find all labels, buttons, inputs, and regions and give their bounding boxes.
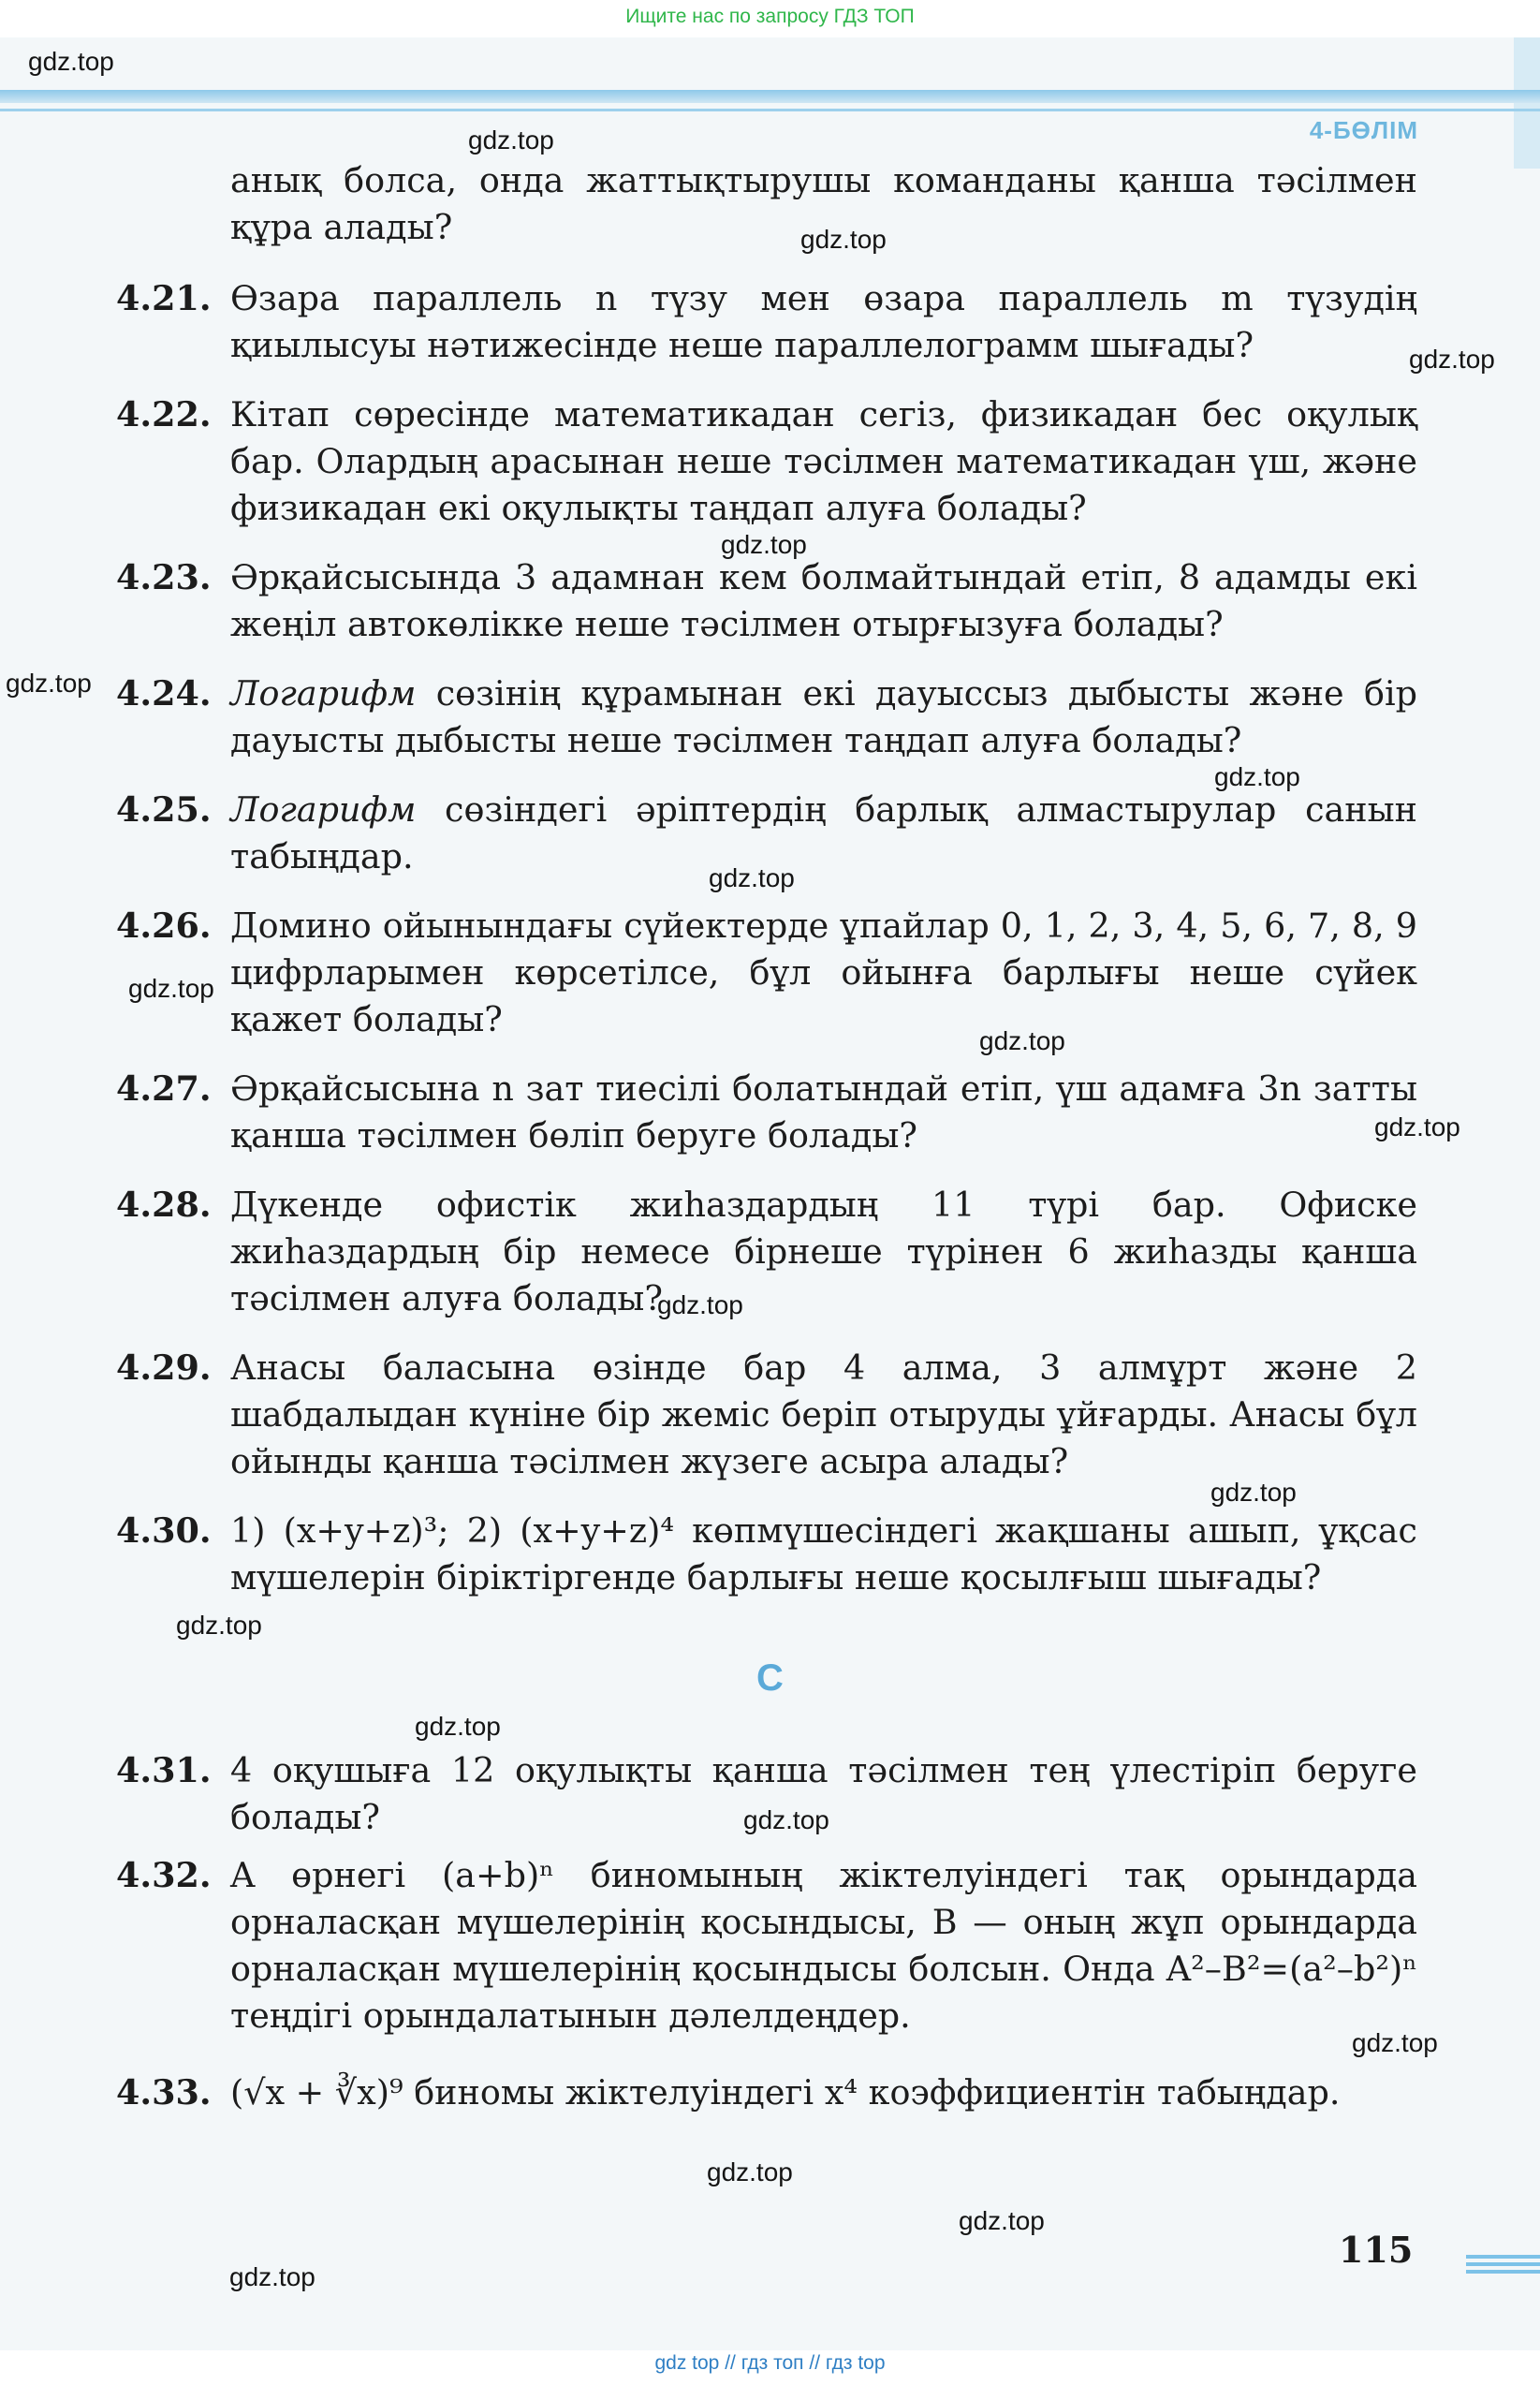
problem — [116, 1345, 1417, 1485]
problem-text: Әрқайсысында 3 адамнан кем болмайтындай етіп, 8 адамды екі жеңіл автокөлікке неше тәсілмен отырғызуға болады? — [230, 557, 1417, 644]
problem — [116, 2069, 1417, 2116]
watermark: gdz.top — [6, 669, 92, 698]
problem-number: 4.28. — [116, 1185, 212, 1225]
problem — [116, 1508, 1417, 1601]
page-edge-tab — [1514, 37, 1540, 169]
watermark: gdz.top — [415, 1712, 501, 1741]
continuation-text: анық болса, онда жаттықтырушы команданы қанша тәсілмен құра алады? — [230, 160, 1417, 247]
problem-text-rest: сөзінің құрамынан екі дауыссыз дыбысты және бір дауысты дыбысты неше тәсілмен таңдап алуға болады? — [230, 673, 1417, 760]
problem-number: 4.29. — [116, 1347, 212, 1388]
watermark: gdz.top — [1409, 345, 1495, 374]
problem — [116, 1747, 1417, 1841]
section-c-heading: C — [756, 1657, 784, 1699]
problem-text-rest: сөзіндегі әріптердің барлық алмастырулар санын табыңдар. — [230, 789, 1417, 876]
problem-text: 1) (x+y+z)³; 2) (x+y+z)⁴ көпмүшесіндегі жақшаны ашып, ұқсас мүшелерін біріктіргенде барлығы неше қосылғыш шығады? — [230, 1510, 1417, 1597]
watermark: gdz.top — [709, 863, 795, 892]
problem-italic-word: Логарифм — [230, 673, 417, 714]
chapter-label: 4-БӨЛІМ — [1309, 116, 1418, 144]
watermark: gdz.top — [721, 530, 807, 559]
problem-number: 4.32. — [116, 1855, 212, 1895]
problem — [116, 1852, 1417, 2039]
problem — [116, 1182, 1417, 1322]
problem-text — [230, 670, 1417, 764]
problem — [116, 787, 1417, 880]
problem — [116, 903, 1417, 1043]
problem-italic-word: Логарифм — [230, 789, 417, 830]
problem-text: Анасы баласына өзінде бар 4 алма, 3 алмұрт және 2 шабдалыдан күніне бір жеміс беріп отыруды ұйғарды. Анасы бұл ойынды қанша тәсілмен жүзеге асыра алады? — [230, 1347, 1417, 1481]
problem — [116, 554, 1417, 648]
problem-number: 4.25. — [116, 789, 212, 830]
watermark: gdz.top — [1374, 1112, 1460, 1141]
problem-number: 4.23. — [116, 557, 212, 597]
problem — [116, 391, 1417, 532]
problem-text: Дүкенде офистік жиһаздардың 11 түрі бар. Офиске жиһаздардың бір немесе бірнеше түрінен 6 жиһазды қанша тәсілмен алуға болады? — [230, 1185, 1417, 1318]
watermark: gdz.top — [1214, 762, 1300, 791]
problem-number: 4.33. — [116, 2072, 212, 2113]
watermark: gdz.top — [657, 1290, 743, 1319]
watermark: gdz.top — [1352, 2028, 1438, 2057]
watermark: gdz.top — [128, 974, 214, 1003]
problem-text: (√x + ∛x)⁹ биномы жіктелуіндегі x⁴ коэффициентін табыңдар. — [230, 2072, 1341, 2113]
watermark: gdz.top — [979, 1026, 1065, 1055]
problem-text: Өзара параллель n түзу мен өзара параллель m түзудің қиылысуы нәтижесінде неше параллелограмм шығады? — [230, 278, 1417, 365]
footer-link[interactable]: gdz top // гдз топ // гдз top — [654, 2352, 886, 2374]
problem-text: 4 оқушыға 12 оқулықты қанша тәсілмен тең үлестіріп беруге болады? — [230, 1750, 1417, 1837]
problem — [116, 1066, 1417, 1159]
top-search-link[interactable]: Ищите нас по запросу ГДЗ ТОП — [625, 6, 915, 27]
problem-text: Кітап сөресінде математикадан сегіз, физикадан бес оқулық бар. Олардың арасынан неше тәсілмен математикадан үш, және физикадан екі оқулықты таңдап алуға болады? — [230, 394, 1417, 528]
problem-number: 4.26. — [116, 905, 212, 946]
problem-number: 4.27. — [116, 1068, 212, 1109]
watermark: gdz.top — [176, 1611, 262, 1640]
header-rule — [0, 90, 1540, 103]
page-number: 115 — [1339, 2229, 1414, 2271]
problem-text: A өрнегі (a+b)ⁿ биномының жіктелуіндегі тақ орындарда орналасқан мүшелерінің қосындысы, B — оның жұп орындарда орналасқан мүшелерінің қосындысы болсын. Онда A²–B²=(a²–b²)ⁿ теңдігі орындалатынын дәлелдеңдер. — [230, 1855, 1417, 2036]
problem — [116, 275, 1417, 369]
problem-text: Домино ойынындағы сүйектерде ұпайлар 0, 1, 2, 3, 4, 5, 6, 7, 8, 9 цифрларымен көрсетілсе, бұл ойынға барлығы неше сүйек қажет болады? — [230, 905, 1417, 1039]
watermark: gdz.top — [707, 2157, 793, 2186]
problem-number: 4.24. — [116, 673, 212, 714]
problem-text: Әрқайсысына n зат тиесілі болатындай етіп, үш адамға 3n затты қанша тәсілмен бөліп беруге болады? — [230, 1068, 1417, 1156]
problem-text — [230, 787, 1417, 880]
header-rule-thin — [0, 109, 1540, 111]
watermark: gdz.top — [800, 225, 887, 254]
watermark: gdz.top — [1210, 1478, 1297, 1507]
watermark: gdz.top — [468, 125, 554, 155]
watermark: gdz.top — [959, 2206, 1045, 2235]
watermark: gdz.top — [229, 2262, 315, 2291]
page-number-bars — [1466, 2255, 1540, 2275]
problem — [116, 670, 1417, 764]
problem-number: 4.31. — [116, 1750, 212, 1790]
problem-number: 4.22. — [116, 394, 212, 434]
problem-number: 4.21. — [116, 278, 212, 318]
watermark: gdz.top — [28, 47, 114, 76]
watermark: gdz.top — [743, 1805, 829, 1834]
problem-number: 4.30. — [116, 1510, 212, 1551]
